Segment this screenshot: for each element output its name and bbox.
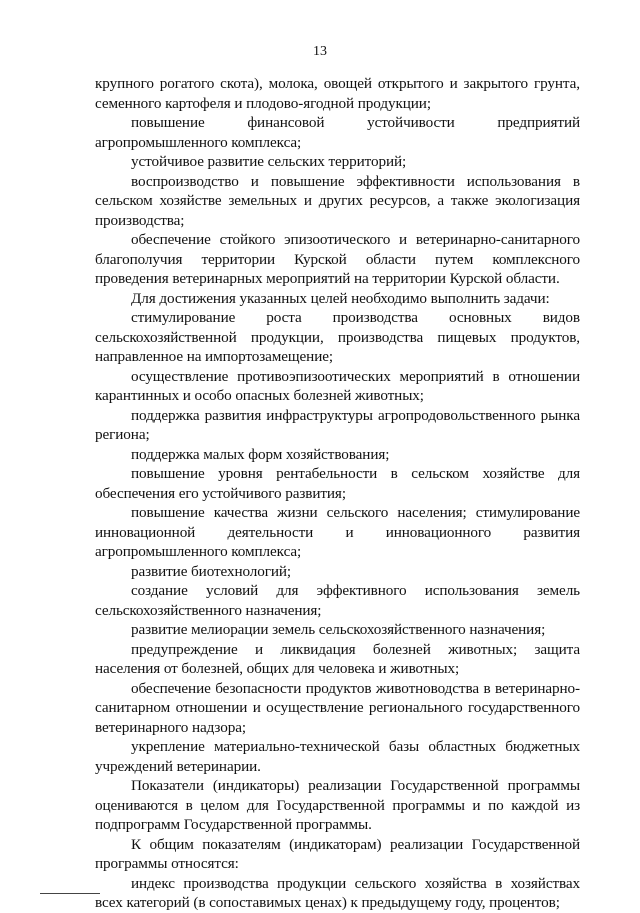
paragraph: повышение качества жизни сельского населения; стимулирование инновационной деятельности и инновационного развития агропромышленного комплекса; [95,504,580,560]
paragraph: поддержка малых форм хозяйствования; [131,445,390,463]
paragraph: Для достижения указанных целей необходимо выполнить задачи: [131,289,550,307]
paragraph: обеспечение безопасности продуктов животноводства в ветеринарно-санитарном отношении и осуществление регионального государственного ветеринарного надзора; [95,679,580,736]
footer-divider [40,893,100,894]
paragraph: предупреждение и ликвидация болезней животных; защита населения от болезней, общих для человека и животных; [95,640,580,677]
paragraph: обеспечение стойкого эпизоотического и ветеринарно-санитарного благополучия территории Курской области путем комплексного проведения ветеринарных мероприятий на территории Курской области. [95,231,580,287]
paragraph: повышение финансовой устойчивости предприятий агропромышленного комплекса; [95,114,580,151]
paragraph: воспроизводство и повышение эффективности использования в сельском хозяйстве земельных и других ресурсов, а также экологизация производства; [95,172,580,229]
paragraph: стимулирование роста производства основных видов сельскохозяйственной продукции, производства пищевых продуктов, направленное на импортозамещение; [95,309,580,365]
paragraph: индекс производства продукции сельского хозяйства в хозяйствах всех категорий (в сопоставимых ценах) к предыдущему году, процентов; [95,874,580,911]
paragraph: крупного рогатого скота), молока, овощей открытого и закрытого грунта, семенного картофеля и плодово-ягодной продукции; [95,75,580,112]
paragraph: К общим показателям (индикаторам) реализации Государственной программы относятся: [95,835,580,872]
paragraph: устойчивое развитие сельских территорий; [131,153,407,170]
paragraph: поддержка развития инфраструктуры агропродовольственного рынка региона; [95,406,580,443]
paragraph: осуществление противоэпизоотических мероприятий в отношении карантинных и особо опасных болезней животных; [95,367,580,404]
paragraph: укрепление материально-технической базы областных бюджетных учреждений ветеринарии. [95,738,580,775]
paragraph: создание условий для эффективного использования земель сельскохозяйственного назначения; [95,582,580,619]
paragraph: повышение уровня рентабельности в сельском хозяйстве для обеспечения его устойчивого развития; [95,465,580,502]
paragraph: Показатели (индикаторы) реализации Государственной программы оцениваются в целом для Государственной программы и по каждой из подпрограмм Государственной программы. [95,777,580,833]
page-number: 13 [313,44,327,59]
paragraph: развитие мелиорации земель сельскохозяйственного назначения; [131,621,546,638]
paragraph: развитие биотехнологий; [131,562,292,580]
document-body [95,74,580,913]
